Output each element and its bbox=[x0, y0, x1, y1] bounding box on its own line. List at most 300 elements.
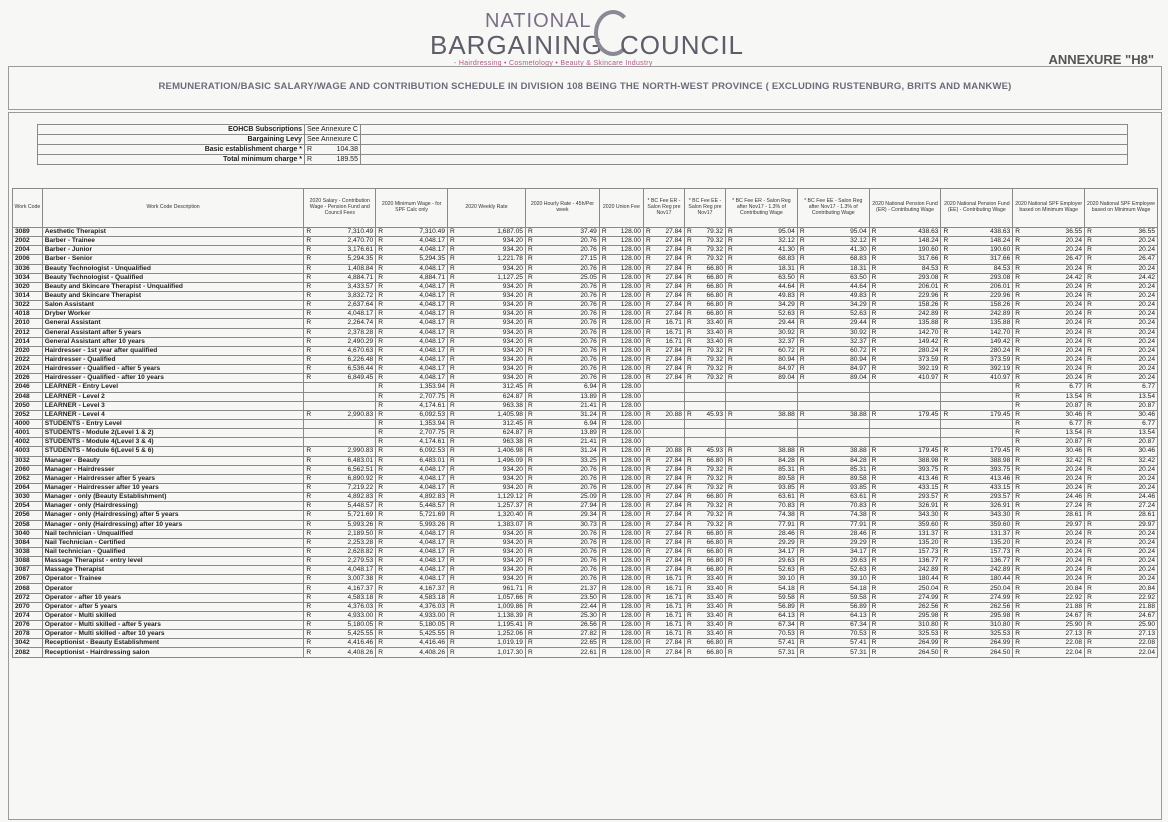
amount-value: 20.76 bbox=[580, 547, 597, 555]
amount-value: 410.97 bbox=[918, 374, 939, 382]
currency-symbol: R bbox=[1087, 292, 1092, 300]
table-row bbox=[13, 438, 1158, 447]
amount-cell bbox=[599, 301, 643, 310]
column-header: * BC Fee EE - Salon Reg pre Nov17 bbox=[684, 189, 725, 228]
amount-cell bbox=[599, 493, 643, 502]
amount-cell bbox=[643, 383, 684, 392]
currency-symbol: R bbox=[943, 337, 949, 345]
currency-symbol: R bbox=[601, 292, 607, 300]
currency-symbol: R bbox=[799, 611, 805, 619]
amount-value: 128.00 bbox=[620, 365, 641, 373]
currency-symbol: R bbox=[943, 292, 949, 300]
currency-symbol: R bbox=[686, 346, 692, 354]
amount-cell bbox=[376, 228, 448, 237]
currency-symbol: R bbox=[306, 282, 312, 290]
work-description-cell: STUDENTS - Module 2(Level 1 & 2) bbox=[42, 429, 304, 438]
table-row bbox=[13, 264, 1158, 273]
currency-symbol: R bbox=[1087, 447, 1092, 455]
table-row bbox=[13, 447, 1158, 456]
amount-value: 4,048.17 bbox=[419, 365, 445, 373]
amount-value: 1,195.41 bbox=[497, 621, 523, 629]
amount-value: 63.50 bbox=[778, 273, 795, 281]
amount-cell bbox=[869, 392, 941, 401]
amount-cell bbox=[525, 566, 599, 575]
amount-cell bbox=[684, 566, 725, 575]
currency-symbol: R bbox=[450, 273, 455, 281]
amount-value: 74.38 bbox=[850, 511, 867, 519]
amount-value: 33.40 bbox=[706, 630, 723, 638]
currency-symbol: R bbox=[645, 547, 651, 555]
amount-cell bbox=[376, 493, 448, 502]
currency-symbol: R bbox=[527, 420, 533, 428]
amount-cell bbox=[448, 282, 526, 291]
subscription-value-text: R bbox=[307, 146, 313, 153]
currency-symbol: R bbox=[527, 602, 533, 610]
currency-symbol: R bbox=[527, 630, 533, 638]
amount-value: 128.00 bbox=[620, 621, 641, 629]
currency-symbol: R bbox=[799, 566, 805, 574]
amount-cell bbox=[376, 529, 448, 538]
amount-value: 128.00 bbox=[620, 447, 641, 455]
amount-cell bbox=[448, 438, 526, 447]
currency-symbol: R bbox=[943, 602, 949, 610]
amount-value: 32.42 bbox=[1065, 456, 1083, 464]
amount-cell bbox=[643, 273, 684, 282]
amount-cell bbox=[376, 401, 448, 410]
currency-symbol: R bbox=[799, 374, 805, 382]
currency-symbol: R bbox=[1087, 538, 1092, 546]
amount-value: 128.00 bbox=[620, 401, 641, 409]
amount-cell bbox=[1013, 520, 1085, 529]
amount-cell bbox=[525, 483, 599, 492]
currency-symbol: R bbox=[378, 648, 383, 656]
currency-symbol: R bbox=[686, 301, 692, 309]
currency-symbol: R bbox=[686, 529, 692, 537]
work-description-cell: Operator - Trainee bbox=[42, 575, 304, 584]
amount-cell bbox=[726, 228, 798, 237]
amount-cell bbox=[643, 237, 684, 246]
amount-value: 37.49 bbox=[580, 228, 597, 236]
amount-cell bbox=[448, 511, 526, 520]
currency-symbol: R bbox=[871, 237, 877, 245]
amount-value: 36.55 bbox=[1138, 228, 1155, 236]
work-code-cell: 2048 bbox=[13, 392, 43, 401]
amount-cell bbox=[941, 630, 1013, 639]
work-code-cell: 3042 bbox=[13, 639, 43, 648]
work-code-cell: 2026 bbox=[13, 374, 43, 383]
amount-cell bbox=[684, 346, 725, 355]
amount-value: 4,048.17 bbox=[419, 328, 445, 336]
amount-cell bbox=[304, 355, 376, 364]
amount-value: 45.93 bbox=[706, 410, 723, 418]
amount-value: 27.13 bbox=[1065, 630, 1083, 638]
amount-value: 52.63 bbox=[850, 566, 867, 574]
amount-value: 1,408.84 bbox=[347, 264, 374, 272]
currency-symbol: R bbox=[799, 511, 805, 519]
currency-symbol: R bbox=[686, 520, 692, 528]
amount-value: 128.00 bbox=[620, 319, 641, 327]
currency-symbol: R bbox=[450, 484, 455, 491]
amount-cell bbox=[797, 346, 869, 355]
currency-symbol: R bbox=[943, 511, 949, 519]
amount-cell bbox=[599, 584, 643, 593]
amount-value: 148.24 bbox=[990, 237, 1011, 245]
currency-symbol: R bbox=[527, 474, 533, 482]
currency-symbol: R bbox=[527, 264, 533, 272]
subscription-label: Bargaining Levy bbox=[38, 135, 305, 145]
amount-value: 20.24 bbox=[1065, 557, 1083, 565]
amount-cell bbox=[941, 374, 1013, 383]
currency-symbol: R bbox=[943, 264, 949, 272]
amount-cell bbox=[941, 520, 1013, 529]
amount-value: 33.25 bbox=[580, 456, 597, 464]
currency-symbol: R bbox=[306, 410, 312, 418]
currency-symbol: R bbox=[728, 301, 733, 309]
currency-symbol: R bbox=[306, 584, 312, 592]
amount-value: 95.04 bbox=[778, 228, 795, 236]
currency-symbol: R bbox=[686, 474, 692, 482]
amount-value: 66.80 bbox=[706, 529, 723, 537]
currency-symbol: R bbox=[1015, 438, 1021, 446]
amount-cell bbox=[1013, 602, 1085, 611]
currency-symbol: R bbox=[871, 410, 877, 418]
column-header: 2020 National Pension Fund (EE) - Contributing Wage bbox=[941, 189, 1013, 228]
amount-value: 20.84 bbox=[1065, 584, 1083, 592]
currency-symbol: R bbox=[1087, 365, 1092, 373]
currency-symbol: R bbox=[601, 282, 607, 290]
amount-value: 934.20 bbox=[502, 319, 523, 327]
amount-cell bbox=[869, 383, 941, 392]
work-description-cell: Nail Technician - Certified bbox=[42, 538, 304, 547]
amount-cell bbox=[304, 493, 376, 502]
amount-value: 66.80 bbox=[706, 282, 723, 290]
amount-cell bbox=[599, 319, 643, 328]
amount-value: 22.04 bbox=[1138, 648, 1155, 656]
amount-value: 2,378.28 bbox=[347, 328, 374, 336]
currency-symbol: R bbox=[601, 511, 607, 519]
subscription-value bbox=[305, 135, 361, 145]
amount-value: 16.71 bbox=[665, 337, 682, 345]
currency-symbol: R bbox=[527, 365, 533, 373]
amount-cell bbox=[448, 465, 526, 474]
currency-symbol: R bbox=[306, 511, 312, 519]
currency-symbol: R bbox=[645, 502, 651, 510]
amount-cell bbox=[1013, 438, 1085, 447]
currency-symbol: R bbox=[871, 621, 877, 629]
amount-value: 242.89 bbox=[990, 566, 1011, 574]
amount-cell bbox=[726, 520, 798, 529]
amount-value: 128.00 bbox=[620, 264, 641, 272]
table-row bbox=[13, 337, 1158, 346]
amount-cell bbox=[304, 648, 376, 657]
amount-cell bbox=[376, 447, 448, 456]
subscription-value bbox=[305, 155, 361, 165]
currency-symbol: R bbox=[645, 538, 651, 546]
currency-symbol: R bbox=[645, 310, 651, 318]
currency-symbol: R bbox=[306, 310, 312, 318]
currency-symbol: R bbox=[728, 621, 733, 629]
amount-value: 934.20 bbox=[502, 566, 523, 574]
amount-value: 20.24 bbox=[1138, 557, 1155, 565]
amount-value: 128.00 bbox=[620, 273, 641, 281]
work-code-cell: 2024 bbox=[13, 365, 43, 374]
amount-cell bbox=[797, 319, 869, 328]
amount-cell bbox=[376, 602, 448, 611]
amount-cell bbox=[1085, 419, 1158, 428]
amount-cell bbox=[525, 465, 599, 474]
amount-value: 5,180.05 bbox=[347, 621, 374, 629]
work-code-cell: 2002 bbox=[13, 237, 43, 246]
currency-symbol: R bbox=[728, 502, 733, 510]
currency-symbol: R bbox=[601, 365, 607, 373]
amount-cell bbox=[941, 483, 1013, 492]
currency-symbol: R bbox=[871, 484, 877, 491]
amount-cell bbox=[1013, 502, 1085, 511]
currency-symbol: R bbox=[686, 228, 692, 236]
currency-symbol: R bbox=[728, 593, 733, 601]
amount-value: 27.84 bbox=[665, 566, 682, 574]
amount-value: 13.54 bbox=[1065, 392, 1083, 400]
amount-cell bbox=[797, 511, 869, 520]
table-row bbox=[13, 547, 1158, 556]
currency-symbol: R bbox=[450, 529, 455, 537]
currency-symbol: R bbox=[378, 520, 383, 528]
amount-cell bbox=[941, 456, 1013, 465]
amount-cell bbox=[599, 639, 643, 648]
amount-value: 128.00 bbox=[620, 465, 641, 473]
currency-symbol: R bbox=[645, 465, 651, 473]
amount-cell bbox=[1013, 419, 1085, 428]
amount-value: 20.87 bbox=[1138, 401, 1155, 409]
amount-cell bbox=[1013, 273, 1085, 282]
amount-value: 6.77 bbox=[1142, 420, 1155, 428]
amount-cell bbox=[1013, 566, 1085, 575]
amount-value: 2,490.29 bbox=[347, 337, 374, 345]
amount-cell bbox=[525, 237, 599, 246]
currency-symbol: R bbox=[450, 511, 455, 519]
currency-symbol: R bbox=[1015, 328, 1021, 336]
amount-value: 13.54 bbox=[1065, 429, 1083, 437]
amount-value: 4,416.46 bbox=[347, 639, 374, 647]
amount-cell bbox=[941, 584, 1013, 593]
amount-cell bbox=[525, 228, 599, 237]
amount-cell bbox=[869, 648, 941, 657]
amount-value: 26.47 bbox=[1138, 255, 1155, 263]
amount-value: 20.76 bbox=[580, 319, 597, 327]
amount-cell bbox=[726, 538, 798, 547]
amount-value: 84.97 bbox=[778, 365, 795, 373]
amount-value: 934.20 bbox=[502, 292, 523, 300]
amount-cell bbox=[525, 264, 599, 273]
work-description-cell: Massage Therapist bbox=[42, 566, 304, 575]
currency-symbol: R bbox=[799, 547, 805, 555]
amount-cell bbox=[304, 319, 376, 328]
currency-symbol: R bbox=[306, 502, 312, 510]
amount-value: 64.13 bbox=[778, 611, 795, 619]
currency-symbol: R bbox=[1015, 566, 1021, 574]
amount-cell bbox=[1085, 365, 1158, 374]
currency-symbol: R bbox=[378, 228, 383, 236]
amount-value: 20.24 bbox=[1138, 346, 1155, 354]
currency-symbol: R bbox=[1087, 328, 1092, 336]
currency-symbol: R bbox=[728, 538, 733, 546]
currency-symbol: R bbox=[450, 310, 455, 318]
currency-symbol: R bbox=[799, 319, 805, 327]
amount-cell bbox=[1013, 493, 1085, 502]
amount-value: 157.73 bbox=[918, 547, 939, 555]
currency-symbol: R bbox=[943, 557, 949, 565]
amount-value: 70.83 bbox=[850, 502, 867, 510]
amount-value: 934.20 bbox=[502, 237, 523, 245]
amount-value: 135.88 bbox=[918, 319, 939, 327]
amount-cell bbox=[869, 365, 941, 374]
amount-cell bbox=[684, 401, 725, 410]
amount-value: 317.66 bbox=[990, 255, 1011, 263]
work-description-cell: Receptionist - Beauty Establishment bbox=[42, 639, 304, 648]
currency-symbol: R bbox=[378, 575, 383, 583]
currency-symbol: R bbox=[1015, 273, 1021, 281]
amount-cell bbox=[599, 538, 643, 547]
amount-cell bbox=[376, 511, 448, 520]
amount-cell bbox=[525, 282, 599, 291]
currency-symbol: R bbox=[601, 611, 607, 619]
amount-cell bbox=[525, 547, 599, 556]
table-row bbox=[13, 483, 1158, 492]
currency-symbol: R bbox=[686, 264, 692, 272]
amount-cell bbox=[376, 584, 448, 593]
table-row bbox=[13, 282, 1158, 291]
amount-value: 157.73 bbox=[990, 547, 1011, 555]
work-code-cell: 3088 bbox=[13, 557, 43, 566]
currency-symbol: R bbox=[450, 237, 455, 245]
amount-cell bbox=[941, 557, 1013, 566]
currency-symbol: R bbox=[645, 474, 651, 482]
amount-value: 5,180.05 bbox=[419, 621, 445, 629]
currency-symbol: R bbox=[799, 584, 805, 592]
currency-symbol: R bbox=[1087, 465, 1092, 473]
amount-value: 5,425.55 bbox=[419, 630, 445, 638]
currency-symbol: R bbox=[306, 264, 312, 272]
amount-value: 326.91 bbox=[990, 502, 1011, 510]
amount-value: 934.20 bbox=[502, 474, 523, 482]
table-row bbox=[13, 621, 1158, 630]
currency-symbol: R bbox=[728, 273, 733, 281]
subscription-table bbox=[37, 124, 1128, 165]
currency-symbol: R bbox=[943, 648, 949, 656]
currency-symbol: R bbox=[378, 310, 383, 318]
currency-symbol: R bbox=[306, 456, 312, 464]
amount-cell bbox=[1085, 264, 1158, 273]
currency-symbol: R bbox=[378, 255, 383, 263]
amount-cell bbox=[376, 566, 448, 575]
currency-symbol: R bbox=[378, 282, 383, 290]
amount-cell bbox=[304, 465, 376, 474]
amount-value: 27.84 bbox=[665, 511, 682, 519]
amount-value: 128.00 bbox=[620, 502, 641, 510]
currency-symbol: R bbox=[527, 566, 533, 574]
amount-value: 29.44 bbox=[850, 319, 867, 327]
currency-symbol: R bbox=[645, 273, 651, 281]
amount-value: 33.40 bbox=[706, 584, 723, 592]
currency-symbol: R bbox=[645, 557, 651, 565]
currency-symbol: R bbox=[799, 538, 805, 546]
currency-symbol: R bbox=[1015, 648, 1021, 656]
amount-value: 6,483.01 bbox=[419, 456, 445, 464]
currency-symbol: R bbox=[450, 502, 455, 510]
amount-cell bbox=[376, 355, 448, 364]
amount-value: 63.50 bbox=[850, 273, 867, 281]
amount-cell bbox=[643, 538, 684, 547]
currency-symbol: R bbox=[378, 465, 383, 473]
amount-cell bbox=[941, 648, 1013, 657]
amount-value: 4,048.17 bbox=[419, 465, 445, 473]
amount-cell bbox=[1013, 328, 1085, 337]
amount-value: 3,007.38 bbox=[347, 575, 374, 583]
logo-line-bargaining: BARGAINING bbox=[430, 30, 604, 60]
amount-cell bbox=[525, 575, 599, 584]
amount-value: 934.20 bbox=[502, 246, 523, 254]
amount-value: 1,257.37 bbox=[497, 502, 523, 510]
amount-value: 21.88 bbox=[1138, 602, 1155, 610]
amount-cell bbox=[941, 438, 1013, 447]
subscription-value bbox=[305, 145, 361, 155]
currency-symbol: R bbox=[686, 621, 692, 629]
amount-value: 4,416.46 bbox=[419, 639, 445, 647]
amount-value: 33.40 bbox=[706, 328, 723, 336]
amount-value: 1,406.98 bbox=[497, 447, 523, 455]
amount-cell bbox=[869, 429, 941, 438]
amount-cell bbox=[448, 648, 526, 657]
amount-value: 27.84 bbox=[665, 301, 682, 309]
currency-symbol: R bbox=[645, 602, 651, 610]
amount-value: 934.20 bbox=[502, 538, 523, 546]
currency-symbol: R bbox=[1087, 566, 1092, 574]
amount-cell bbox=[304, 538, 376, 547]
amount-cell bbox=[1085, 346, 1158, 355]
amount-cell bbox=[1013, 621, 1085, 630]
amount-value: 20.24 bbox=[1065, 484, 1083, 491]
amount-value: 3,832.72 bbox=[347, 292, 374, 300]
currency-symbol: R bbox=[799, 365, 805, 373]
currency-symbol: R bbox=[686, 602, 692, 610]
amount-cell bbox=[797, 328, 869, 337]
currency-symbol: R bbox=[378, 237, 383, 245]
currency-symbol: R bbox=[686, 593, 692, 601]
amount-value: 22.08 bbox=[1138, 639, 1155, 647]
amount-value: 128.00 bbox=[620, 328, 641, 336]
amount-cell bbox=[726, 511, 798, 520]
amount-value: 66.80 bbox=[706, 456, 723, 464]
currency-symbol: R bbox=[450, 420, 455, 428]
currency-symbol: R bbox=[378, 502, 383, 510]
amount-cell bbox=[643, 493, 684, 502]
currency-symbol: R bbox=[378, 593, 383, 601]
amount-cell bbox=[684, 237, 725, 246]
table-row bbox=[13, 456, 1158, 465]
amount-value: 433.15 bbox=[918, 484, 939, 491]
currency-symbol: R bbox=[601, 447, 607, 455]
amount-value: 934.20 bbox=[502, 547, 523, 555]
currency-symbol: R bbox=[450, 493, 455, 501]
amount-cell bbox=[448, 538, 526, 547]
amount-value: 6.77 bbox=[1069, 420, 1083, 428]
amount-cell bbox=[1013, 429, 1085, 438]
amount-value: 25.30 bbox=[580, 611, 597, 619]
amount-value: 128.00 bbox=[620, 301, 641, 309]
table-row bbox=[13, 566, 1158, 575]
currency-symbol: R bbox=[1087, 611, 1092, 619]
amount-value: 4,048.17 bbox=[419, 538, 445, 546]
